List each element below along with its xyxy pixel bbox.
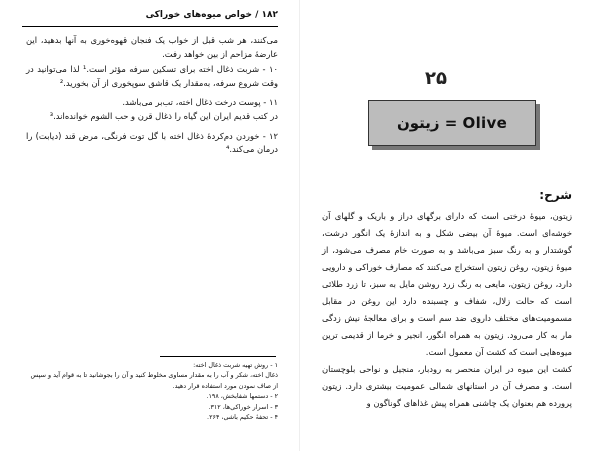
- footnote-4: ۴ - تحفهٔ حکیم باشی، ۲۶۴.: [207, 413, 278, 422]
- paragraph-1: می‌کنند، هر شب قبل از خواب یک فنجان قهوه‌خوری به آنها بدهید، این عارضهٔ مزاحم از بین خواهد رفت.: [26, 35, 278, 59]
- right-page: [300, 0, 600, 451]
- footnotes: [26, 360, 278, 422]
- description-paragraph-2: کشت این میوه در ایران منحصر به رودبار، منجیل و نواحی بلوچستان است. و مصرف آن در استانهای شمالی عمومیت بیشتری دارد. زیتون پرورده هم بعنوان یک چاشنی همراه پیش غذاهای گوناگون و: [322, 364, 572, 408]
- header-rule: [22, 26, 278, 27]
- footnote-rule: [160, 356, 276, 357]
- paragraph-5: ۱۲ - خوردن دم‌کردهٔ ذغال اخته با گل توت فرنگی، مرض قند (دیابت) را درمان می‌کند.⁴: [26, 130, 278, 155]
- title-box: [368, 100, 536, 146]
- paragraph-3: ۱۱ - پوست درخت ذغال اخته، تب‌بر می‌باشد.: [122, 97, 278, 108]
- entry-number: ۲۵: [425, 68, 447, 89]
- page-header: ۱۸۲ / خواص میوه‌های خوراکی: [145, 10, 278, 20]
- footnote-1-text: ذغال اخته، شکر و آب را به مقدار مساوی مخلوط کنید و آن را بجوشانید تا به قوام آید و سپس از صاف نمودن مورد استفاده قرار دهید.: [30, 371, 278, 390]
- footnote-3: ۳ - اسرار خوراکی‌ها، ۳۱۲.: [208, 402, 278, 411]
- paragraph-2: ۱۰ - شربت ذغال اخته برای تسکین سرفه مؤثر است.¹ لذا می‌توانید در وقت شروع سرفه، به‌مقدار یک قاشق سوپخوری از آن بخورید.²: [26, 64, 278, 88]
- footnote-2: ۲ - دستمها شفابخش، ۱۹۸.: [206, 392, 278, 401]
- entry-title: زیتون = Olive: [396, 114, 508, 132]
- description-paragraph-1: زیتون، میوهٔ درختی است که دارای برگهای دراز و باریک و گلهای آن خوشه‌ای است. میوهٔ آن بیضی شکل و به اندازهٔ یک انگور درشت، گوشتدار و به رنگ سبز می‌باشد و به صورت خام مصرف می‌شود، از میوهٔ زیتون، روغن زیتون استخراج می‌کنند که مصارف خوراکی و دارویی دارد، روغن زیتون، مایعی به رنگ زرد روشن مایل به سبز، تا زرد طلائی است که حالت زلال، شفاف و چسبنده دارد این روغن در مقابل مسمومیت‌های مختلف داروی ضد سم است و برای معالجهٔ نیش زدگی مار به کار می‌رود. زیتون به همراه انگور، انجیر و خرما از قدیمی ترین میوه‌هایی است که کشت آن معمول است.: [322, 211, 572, 357]
- footnote-1: ۱ - روش تهیه شربت ذغال اخته:: [193, 361, 278, 369]
- right-body: [322, 208, 572, 412]
- paragraph-4: در کتب قدیم ایران این گیاه را ذغال قرن و حب الشوم خوانده‌اند.³: [49, 110, 278, 121]
- section-heading: شرح:: [539, 188, 572, 202]
- left-body: [26, 34, 278, 157]
